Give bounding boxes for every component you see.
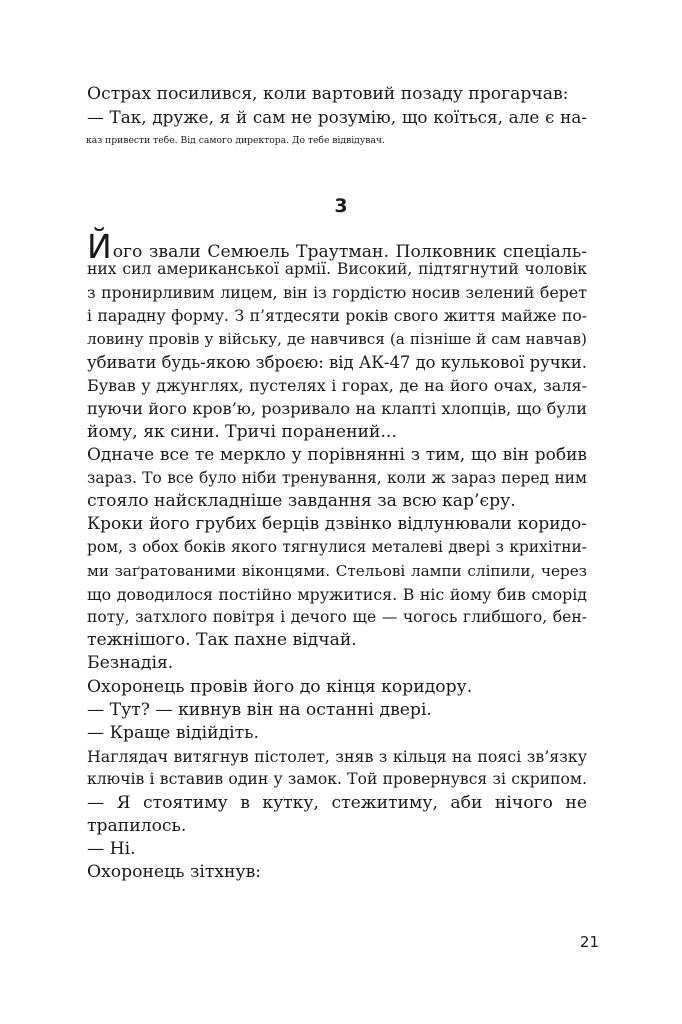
page-number: 21 xyxy=(579,933,599,951)
text-line: — Я стоятиму в кутку, стежитиму, аби нічого не xyxy=(87,792,587,813)
drop-cap: Й xyxy=(87,227,112,266)
text-line: Безнадія. xyxy=(87,653,174,674)
text-line: зараз. То все було ніби тренування, коли ж зараз перед ним xyxy=(87,468,587,487)
opening-passage xyxy=(87,83,587,153)
text-line: ром, з обох боків якого тягнулися металеві двері з крихітни- xyxy=(87,538,587,557)
text-line: тежнішого. Так пахне відчай. xyxy=(87,630,357,651)
text-line: трапилось. xyxy=(87,815,187,836)
chapter-number: 3 xyxy=(334,195,348,217)
text-line: ми заґратованими віконцями. Стельові лампи сліпили, через xyxy=(87,561,587,580)
text-line: убивати будь-якою зброєю: від АК-47 до кулькової ручки. xyxy=(87,352,587,372)
text-line: — Так, друже, я й сам не розумію, що коїться, але є на- xyxy=(87,107,587,128)
text-line: ловину провів у війську, де навчився (а пізніше й сам навчав) xyxy=(87,329,587,348)
text-line: і парадну форму. З п’ятдесяти років свого життя майже по- xyxy=(87,306,587,325)
text-line: — Краще відійдіть. xyxy=(87,722,259,743)
text-line: Одначе все те меркло у порівнянні з тим, що він робив xyxy=(87,444,587,465)
text-line: з пронирливим лицем, він із гордістю носив зелений берет xyxy=(87,283,587,303)
text-line: пуючи його кров’ю, розривало на клапті хлопців, що були xyxy=(87,399,587,419)
text-line: них сил американської армії. Високий, підтягнутий чоловік xyxy=(87,260,587,279)
text-line: — Тут? — кивнув він на останні двері. xyxy=(87,699,432,720)
text-line: каз привести тебе. Від самого директора. До тебе відвідувач. xyxy=(86,135,385,147)
text-line: поту, затхлого повітря і дечого ще — чогось глибшого, бен- xyxy=(87,608,587,626)
text-line: Бував у джунглях, пустелях і горах, де на його очах, заля- xyxy=(87,376,587,396)
text-line: стояло найскладніше завдання за всю кар’єру. xyxy=(87,491,516,512)
text-line: Охоронець провів його до кінця коридору. xyxy=(87,676,473,697)
text-line: що доводилося постійно мружитися. В ніс йому бив сморід xyxy=(87,584,587,604)
text-line: ого звали Семюель Траутман. Полковник спеціаль- xyxy=(112,242,587,262)
text-line-with-dropcap xyxy=(87,227,587,266)
text-line: Острах посилився, коли вартовий позаду прогарчав: xyxy=(87,84,569,104)
text-line: — Ні. xyxy=(87,838,136,859)
text-line: Кроки його грубих берців дзвінко відлунювали коридо- xyxy=(87,514,587,535)
text-line: йому, як сини. Тричі поранений... xyxy=(87,421,397,442)
text-line: Наглядач витягнув пістолет, зняв з кільця на поясі зв’язку xyxy=(87,747,587,767)
text-line: Охоронець зітхнув: xyxy=(87,862,262,883)
text-line: ключів і вставив один у замок. Той провернувся зі скрипом. xyxy=(87,770,587,789)
chapter-body xyxy=(87,227,587,884)
